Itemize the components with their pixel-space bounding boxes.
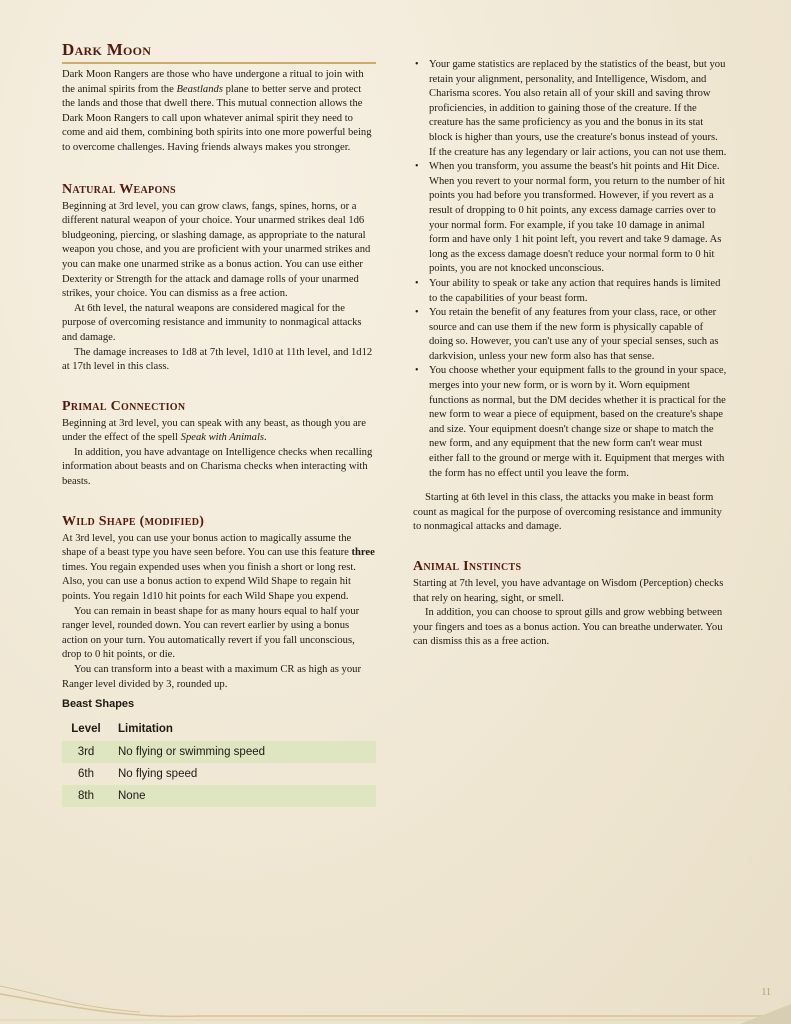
- natural-weapons-section: [62, 182, 376, 375]
- table-cell-limitation: No flying speed: [118, 768, 198, 781]
- dark-moon-paragraph: Dark Moon Rangers are those who have undergone a ritual to join with the animal spirits from the Beastlands plane to better serve and protect the lands and those that dwell there. This mutual connection allows the Dark Moon Rangers to call upon whatever animal spirit they need to come and aid them, combining both spirits into one more powerful being to overcome challenges. Having friends always makes you stronger.: [62, 69, 372, 153]
- bullet-icon: •: [415, 277, 419, 289]
- table-row: [62, 763, 376, 785]
- bullet-icon: •: [415, 59, 419, 70]
- list-item: • You choose whether your equipment falls to the ground in your space, merges into your new form, or is worn by it. Worn equipment functions as normal, but the DM decides whether it is practical for the new form to wear a piece of equipment, based on the creature's shape and size. Your equipment doesn't change size or shape to match the new form, and any equipment that the new form can't wear must either fall to the ground or merge with it. Equipment that merges with the form has no effect until you leave the form.: [415, 365, 727, 479]
- natural-weapons-p3: The damage increases to 1d8 at 7th level, 1d10 at 11th level, and 1d12 at 17th level in this class.: [62, 346, 373, 373]
- table-header-level: Level: [71, 723, 101, 736]
- natural-weapons-p2: At 6th level, the natural weapons are considered magical for the purpose of overcoming resistance and immunity to nonmagical attacks and damage.: [62, 302, 362, 343]
- wild-shape-rules-list: [413, 58, 727, 481]
- wild-shape-title: Wild Shape (modified): [62, 513, 205, 529]
- table-cell-level: 6th: [78, 768, 94, 781]
- animal-instincts-p2: In addition, you can choose to sprout gills and grow webbing between your fingers and toes as a bonus action. You can breathe underwater. You can dismiss this as a free action.: [413, 607, 723, 648]
- footer-swirl-ornament: [0, 964, 791, 1024]
- left-column: [62, 40, 376, 807]
- natural-weapons-title: Natural Weapons: [62, 181, 176, 197]
- table-cell-level: 8th: [62, 785, 110, 807]
- table-row: [62, 741, 376, 763]
- primal-connection-title: Primal Connection: [62, 398, 186, 414]
- primal-connection-section: [62, 399, 376, 490]
- primal-connection-p1: Beginning at 3rd level, you can speak with any beast, as though you are under the effect of the spell Speak with Animals.: [62, 417, 366, 444]
- table-cell-limitation: None: [110, 785, 376, 807]
- beast-shapes-table: [62, 718, 376, 807]
- animal-instincts-title: Animal Instincts: [413, 559, 522, 574]
- wild-shape-p3: You can transform into a beast with a maximum CR as high as your Ranger level divided by 3, rounded up.: [62, 664, 361, 690]
- primal-connection-p2: In addition, you have advantage on Intelligence checks when recalling information about beasts and on Charisma checks when interacting with beasts.: [62, 446, 373, 488]
- dark-moon-section: [62, 40, 376, 156]
- wild-shape-p4: Starting at 6th level in this class, the attacks you make in beast form count as magical for the purpose of overcoming resistance and immunity to nonmagical attacks and damage.: [413, 492, 722, 533]
- list-item: • Your ability to speak or take any action that requires hands is limited to the capabilities of your beast form.: [415, 277, 721, 304]
- bullet-icon: •: [415, 307, 419, 319]
- wild-shape-p2: You can remain in beast shape for as many hours equal to half your ranger level, rounded down. You can revert earlier by using a bonus action on your turn. You automatically revert if you fall unconscious, drop to 0 hit points, or die.: [62, 605, 360, 661]
- dark-moon-title: Dark Moon: [62, 40, 376, 64]
- table-cell-level: 3rd: [62, 741, 110, 763]
- right-column: [413, 40, 727, 650]
- table-cell-limitation: No flying or swimming speed: [110, 741, 376, 763]
- beast-shapes-table-title: Beast Shapes: [62, 698, 135, 711]
- bullet-icon: •: [415, 365, 419, 377]
- wild-shape-p1: At 3rd level, you can use your bonus action to magically assume the shape of a beast type you have seen before. You can use this feature three times. You regain expended uses when you finish a short or long rest. Also, you can use a bonus action to expend Wild Shape to regain hit points. You regain 1d10 hit points for each Wild Shape you expend.: [62, 532, 375, 603]
- page-number: 11: [761, 987, 771, 998]
- list-item: • You retain the benefit of any features from your class, race, or other source and can use them if the new form is physically capable of doing so. However, you can't use any of your special senses, such as darkvision, unless your new form also has that sense.: [415, 307, 719, 362]
- table-header-limitation: Limitation: [118, 723, 173, 736]
- list-item: • When you transform, you assume the beast's hit points and Hit Dice. When you revert to your normal form, you return to the number of hit points you had before you transformed. However, if you revert as a result of dropping to 0 hit points, any excess damage carries over to your normal form. For example, if you take 10 damage in animal form and have only 1 hit point left, you revert and take 9 damage. As long as the excess damage doesn't reduce your normal form to 0 hit points, you are not knocked unconscious.: [415, 161, 725, 275]
- natural-weapons-p1: Beginning at 3rd level, you can grow claws, fangs, spines, horns, or a different natural weapon of your choice. Your unarmed strikes deal 1d6 bludgeoning, piercing, or slashing damage, as appropriate to the natural weapon you chose, and you are proficient with your unarmed strikes and you can make one unarmed strike as a bonus action. You can use either Dexterity or Strength for the attack and damage rolls of your unarmed strikes, your choice. You can dismiss as a free action.: [62, 200, 371, 300]
- list-item: • Your game statistics are replaced by the statistics of the beast, but you retain your alignment, personality, and Intelligence, Wisdom, and Charisma scores. You also retain all of your skill and saving throw proficiencies, in addition to gaining those of the creature. If the creature has the same proficiency as you and the bonus in its stat block is higher than yours, use the creature's bonus instead of yours. If the creature has any legendary or lair actions, you can not use them.: [415, 59, 727, 158]
- bullet-icon: •: [415, 161, 419, 173]
- animal-instincts-section: [413, 559, 727, 650]
- table-row: [62, 785, 376, 807]
- table-header-row: [62, 718, 376, 741]
- wild-shape-section: [62, 514, 376, 808]
- animal-instincts-p1: Starting at 7th level, you have advantage on Wisdom (Perception) checks that rely on hearing, sight, or smell.: [413, 578, 724, 604]
